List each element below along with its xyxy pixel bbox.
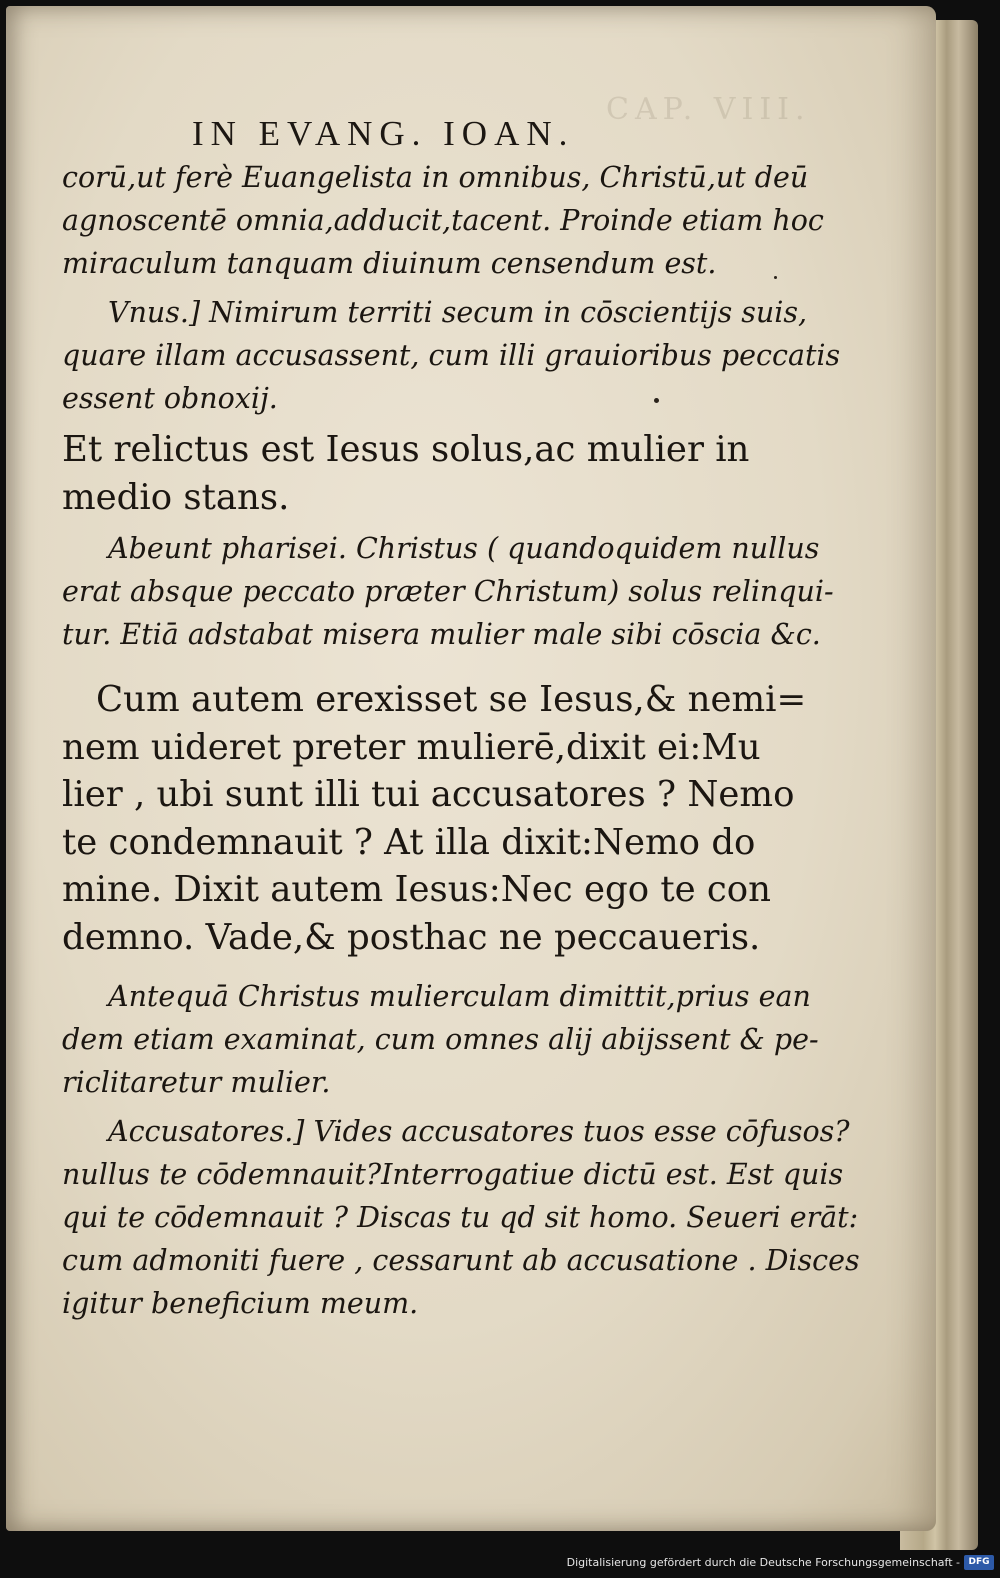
text-line: nullus te cōdemnauit?Interrogatiue dictū est. Est quis bbox=[62, 1158, 844, 1191]
text-line: cum admoniti fuere , cessarunt ab accusatione . Disces bbox=[62, 1244, 860, 1277]
commentary-paragraph bbox=[62, 291, 841, 420]
text-line: qui te cōdemnauit ? Discas tu qd sit homo. Seueri erāt: bbox=[62, 1201, 859, 1234]
text-line: dem etiam examinat, cum omnes alij abijssent & pe- bbox=[62, 1023, 819, 1056]
dfg-logo: DFG bbox=[964, 1555, 994, 1570]
text-line: nem uideret preter mulierē,dixit ei:Mu bbox=[62, 726, 761, 768]
text-line: te condemnauit ? At illa dixit:Nemo do bbox=[62, 821, 756, 863]
text-line: tur. Etiā adstabat misera mulier male sibi cōscia &c. bbox=[62, 618, 821, 651]
text-line: Antequā Christus mulierculam dimittit,prius ean bbox=[108, 980, 811, 1013]
text-line: erat absque peccato præter Christum) solus relinqui- bbox=[62, 575, 834, 608]
commentary-paragraph bbox=[62, 527, 834, 656]
verse-paragraph bbox=[62, 426, 750, 521]
text-line: Abeunt pharisei. Christus ( quandoquidem nullus bbox=[108, 532, 820, 565]
ink-speck bbox=[774, 276, 777, 279]
running-head: IN EVANG. IOAN. bbox=[192, 114, 575, 153]
text-line: Et relictus est Iesus solus,ac mulier in bbox=[62, 429, 750, 470]
text-line: lier , ubi sunt illi tui accusatores ? Nemo bbox=[62, 774, 795, 815]
text-line: Cum autem erexisset se Iesus,& nemi= bbox=[96, 679, 807, 720]
text-block bbox=[62, 156, 860, 1325]
verse-paragraph bbox=[62, 676, 807, 961]
show-through-text: CAP. VIII. bbox=[606, 92, 811, 127]
page-sheet bbox=[6, 6, 936, 1531]
text-line: medio stans. bbox=[62, 476, 290, 518]
commentary-paragraph bbox=[62, 975, 819, 1104]
funding-credit: Digitalisierung gefördert durch die Deutsche Forschungsgemeinschaft - bbox=[566, 1556, 960, 1569]
text-line: Vnus.] Nimirum territi secum in cōscientijs suis, bbox=[108, 296, 808, 329]
text-line: quare illam accusassent, cum illi grauioribus peccatis bbox=[62, 339, 841, 372]
digitization-footer bbox=[0, 1550, 1000, 1578]
text-line: mine. Dixit autem Iesus:Nec ego te con bbox=[62, 869, 772, 910]
text-line: essent obnoxij. bbox=[62, 382, 278, 415]
commentary-paragraph bbox=[62, 1110, 860, 1325]
text-line: Accusatores.] Vides accusatores tuos esse cōfusos? bbox=[108, 1115, 850, 1148]
text-line: agnoscentē omnia,adducit,tacent. Proinde etiam hoc bbox=[62, 204, 824, 237]
commentary-paragraph bbox=[62, 156, 824, 285]
text-line: corū,ut ferè Euangelista in omnibus, Christū,ut deū bbox=[62, 161, 809, 194]
ink-speck bbox=[654, 398, 659, 403]
text-line: riclitaretur mulier. bbox=[62, 1066, 331, 1099]
text-line: igitur beneficium meum. bbox=[62, 1287, 419, 1320]
text-line: miraculum tanquam diuinum censendum est. bbox=[62, 247, 717, 280]
text-line: demno. Vade,& posthac ne peccaueris. bbox=[62, 916, 761, 958]
